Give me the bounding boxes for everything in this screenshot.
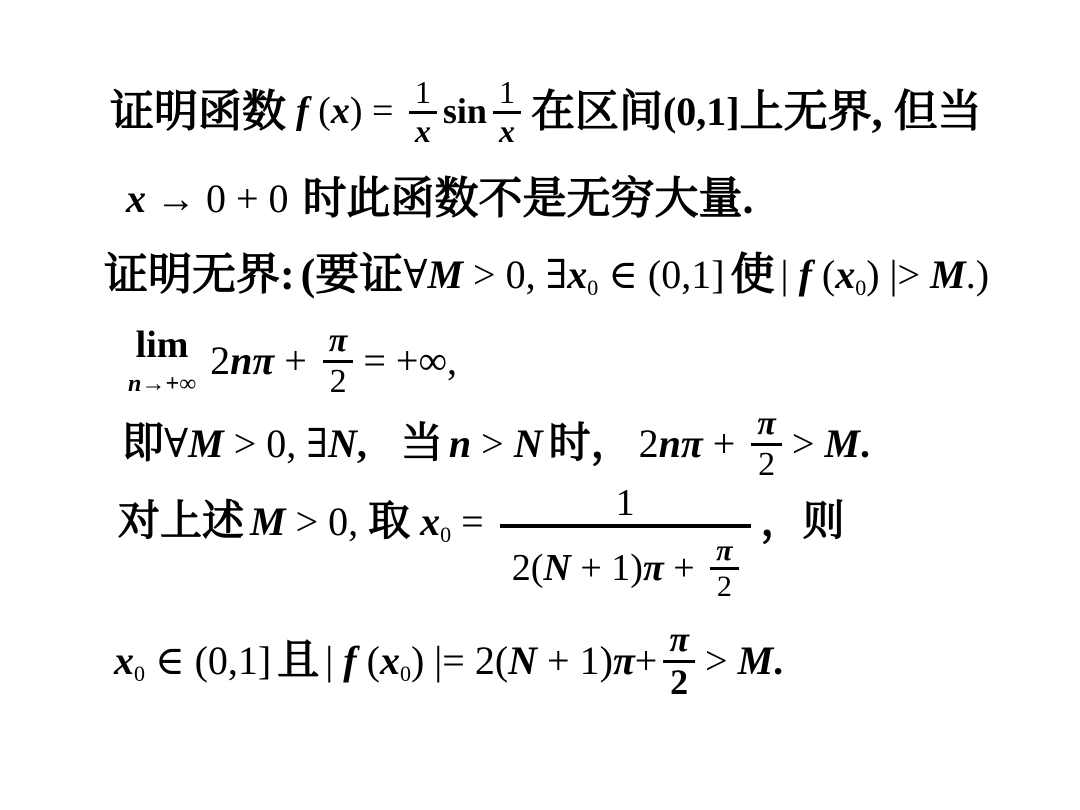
fraction-numerator: π: [669, 618, 689, 659]
ji-text: 即: [122, 420, 165, 467]
plus-one-close: + 1): [537, 638, 613, 683]
gt-operator: >: [471, 421, 514, 466]
variable-x: x: [330, 90, 350, 133]
subscript-zero: 0: [134, 661, 145, 686]
close-paren-abs-gt: ) |>: [866, 252, 931, 297]
fraction-numerator: π: [757, 405, 776, 443]
fraction-denominator: 2: [710, 567, 738, 603]
plus-operator: +: [663, 547, 705, 589]
line-5: [122, 404, 870, 484]
fraction-denominator: 2: [751, 443, 782, 483]
gt-operator: >: [695, 638, 738, 683]
plus-operator: +: [634, 638, 658, 683]
line1-tail-text: 上无界, 但当: [739, 86, 982, 136]
exists-symbol: ∃: [545, 252, 568, 297]
period-close-paren: .): [965, 252, 990, 297]
relation-gt-zero: > 0,: [285, 499, 359, 544]
subscript-zero: 0: [399, 661, 411, 686]
fraction-numerator: 1: [414, 74, 431, 111]
variable-N: N: [543, 547, 571, 589]
element-of-interval: ∈ (0,1]: [598, 252, 725, 297]
two-open-paren: 2(: [474, 638, 509, 683]
function-f: f: [798, 252, 812, 297]
subscript-zero: 0: [855, 275, 867, 300]
line1-mid-text: 在区间: [530, 86, 663, 136]
variable-x: x: [420, 499, 441, 544]
den-two-open-paren: 2(: [511, 547, 544, 589]
qie-text: 且: [277, 637, 320, 684]
close-paren-abs-equals: ) |=: [410, 638, 475, 683]
n-pi-term: nπ: [230, 338, 275, 383]
variable-M: M: [930, 252, 966, 297]
variable-n: n: [448, 421, 472, 466]
variable-N: N: [513, 421, 543, 466]
sin-operator: sin: [442, 91, 487, 132]
fraction-pi-over-two: [751, 405, 782, 483]
period: .: [773, 638, 784, 683]
close-paren-equals: ) =: [349, 90, 403, 133]
forall-symbol: ∀: [164, 421, 189, 466]
variable-x: x: [114, 638, 134, 683]
subscript-zero: 0: [440, 522, 452, 547]
shi-text: 使: [730, 249, 775, 299]
relation-gt-zero: > 0,: [223, 421, 307, 466]
relation-gt-zero: > 0,: [463, 252, 546, 297]
dang-text: 当: [400, 420, 443, 467]
variable-M: M: [427, 252, 464, 297]
pi-symbol: π: [612, 638, 635, 683]
line2-text: 时此函数不是无穷大量.: [302, 173, 754, 223]
coefficient-two: 2: [638, 421, 659, 466]
variable-M: M: [188, 421, 224, 466]
limit-subscript: n→+∞: [128, 370, 197, 397]
fraction-denominator: x: [493, 111, 521, 149]
element-of-interval: ∈ (0,1]: [145, 638, 272, 683]
variable-N: N: [508, 638, 538, 683]
abs-bar: |: [325, 638, 344, 683]
line6-prefix-text: 对上述: [118, 498, 245, 545]
fraction-denominator: 2: [663, 660, 695, 703]
proof-label: 证明无界:: [104, 249, 295, 299]
limit-value: 0 + 0: [206, 176, 289, 221]
fraction-numerator: 1: [615, 481, 635, 524]
period: .: [859, 421, 870, 466]
shi-text: 时，: [548, 420, 633, 467]
variable-M: M: [250, 499, 286, 544]
gt-operator: >: [781, 421, 825, 466]
fraction-pi-over-two: [323, 322, 354, 400]
den-plus-one-close: + 1): [570, 547, 643, 589]
variable-x: x: [379, 638, 400, 683]
limit-block: [128, 325, 196, 397]
equals-infinity: = +∞,: [363, 338, 457, 383]
line-4: [128, 322, 457, 400]
function-f: f: [296, 90, 309, 133]
coefficient-two: 2: [210, 338, 231, 383]
forall-symbol: ∀: [403, 252, 428, 297]
fraction-pi-over-two: [663, 620, 695, 702]
n-pi-term: nπ: [658, 421, 703, 466]
line3-open-text: (要证: [300, 249, 404, 299]
line-6: [118, 481, 845, 604]
fraction-denominator: x: [409, 111, 437, 149]
pi-symbol: π: [642, 547, 664, 589]
line6-tail-text: ，则: [760, 498, 845, 545]
plus-operator: +: [702, 421, 746, 466]
plus-operator: +: [274, 338, 317, 383]
function-f: f: [343, 638, 357, 683]
qu-text: 取: [368, 498, 411, 545]
line-3: [104, 240, 989, 310]
variable-M: M: [824, 421, 860, 466]
lim-operator: lim: [135, 323, 189, 366]
open-paren: (: [308, 90, 331, 133]
fraction-numerator: π: [328, 322, 348, 360]
variable-N: N: [328, 421, 357, 466]
interval-notation: (0,1]: [662, 89, 740, 134]
comma: ,: [356, 421, 367, 466]
fraction-one-over-x: [493, 75, 521, 148]
abs-bar: |: [780, 252, 799, 297]
big-fraction: [500, 483, 751, 604]
arrow-right-symbol: →: [156, 176, 196, 221]
fraction-pi-over-two: [710, 534, 738, 603]
subscript-zero: 0: [587, 275, 599, 300]
equals-operator: =: [451, 499, 494, 544]
variable-x: x: [126, 176, 146, 221]
fraction-numerator: π: [716, 534, 733, 568]
line1-prefix-text: 证明函数: [110, 86, 286, 136]
open-paren: (: [811, 252, 836, 297]
line-7: [114, 614, 783, 708]
exists-symbol: ∃: [306, 421, 328, 466]
variable-x: x: [567, 252, 588, 297]
variable-M: M: [737, 638, 774, 683]
line-2: [126, 170, 754, 228]
variable-x: x: [835, 252, 856, 297]
open-paren: (: [356, 638, 380, 683]
fraction-numerator: 1: [498, 74, 515, 111]
fraction-one-over-x: [409, 75, 437, 148]
line-1: [110, 62, 982, 162]
fraction-denominator: [500, 524, 751, 603]
fraction-denominator: 2: [323, 360, 354, 400]
